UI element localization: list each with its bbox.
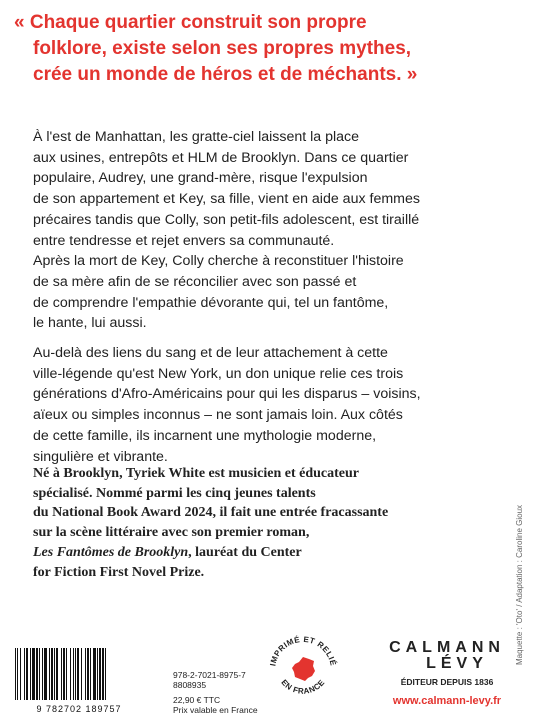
barcode-bar — [102, 648, 104, 700]
paragraph-gap — [33, 334, 513, 343]
quote-line: crée un monde de héros et de méchants. » — [33, 64, 418, 85]
france-map-icon — [292, 657, 315, 681]
barcode-bar — [85, 648, 86, 700]
text-line: aïeux ou simples inconnus – ne sont jamais loin. Aux côtés — [33, 407, 403, 424]
barcode-bar — [20, 648, 21, 700]
synopsis-paragraph-2 — [33, 343, 513, 467]
quote-line: « Chaque quartier construit son propre — [14, 12, 367, 33]
text-line: de son appartement et Key, sa fille, vient en aide aux femmes — [33, 191, 420, 208]
barcode-bar — [90, 648, 91, 700]
barcode-bar — [36, 648, 38, 700]
text-line: populaire, Audrey, une grand-mère, risque l'expulsion — [33, 170, 368, 187]
barcode-bar — [39, 648, 40, 700]
synopsis — [33, 127, 513, 467]
text-line: Au-delà des liens du sang et de leur attachement à cette — [33, 345, 388, 362]
seal-top-text: IMPRIMÉ ET RELIÉ — [268, 634, 338, 667]
product-code: 8808935 — [173, 680, 207, 690]
barcode-bars — [5, 646, 153, 704]
barcode-bar — [32, 648, 35, 700]
price-note: Prix valable en France — [173, 705, 258, 715]
barcode-bar — [49, 648, 50, 700]
barcode-bar — [97, 648, 98, 700]
barcode-bar — [51, 648, 53, 700]
barcode-bar — [70, 648, 71, 700]
svg-text:EN FRANCE — [279, 678, 326, 696]
barcode-bar — [99, 648, 101, 700]
barcode-bar — [54, 648, 55, 700]
text-line: générations d'Afro-Américains pour qui les disparus – voisins, — [33, 386, 421, 403]
barcode-bar — [66, 648, 67, 700]
text-line: aux usines, entrepôts et HLM de Brooklyn. Dans ce quartier — [33, 149, 409, 166]
seal-bottom-text: EN FRANCE — [279, 677, 327, 696]
bio-line: spécialisé. Nommé parmi les cinq jeunes talents — [33, 485, 316, 501]
author-bio — [33, 464, 503, 582]
text-line: Après la mort de Key, Colly cherche à reconstituer l'histoire — [33, 253, 404, 270]
barcode-bar — [93, 648, 96, 700]
barcode-bar — [56, 648, 58, 700]
bio-line: du National Book Award 2024, il fait une entrée fracassante — [33, 505, 389, 521]
price-block — [173, 695, 258, 715]
text-line: singulière et vibrante. — [33, 448, 168, 465]
text-line: de comprendre l'empathie dévorante qui, tel un fantôme, — [33, 294, 389, 311]
text-line: précaires tandis que Colly, son petit-fils adolescent, est tiraillé — [33, 211, 420, 228]
pull-quote — [14, 10, 484, 88]
synopsis-paragraph-1 — [33, 127, 513, 334]
barcode-bar — [61, 648, 62, 700]
made-in-france-seal — [265, 630, 341, 706]
barcode-bar — [81, 648, 82, 700]
barcode-bar — [63, 648, 65, 700]
text-line: entre tendresse et rejet envers sa communauté. — [33, 232, 335, 249]
text-line: le hante, lui aussi. — [33, 315, 147, 332]
barcode-bar — [17, 648, 18, 700]
bio-line — [33, 543, 503, 563]
isbn-block — [173, 670, 246, 690]
barcode-bar — [24, 648, 25, 700]
barcode-bar — [26, 648, 28, 700]
barcode-bar — [87, 648, 89, 700]
design-credit: Maquette : 'Oto' / Adaptation : Caroline Gioux — [515, 504, 524, 665]
barcode-bar — [75, 648, 76, 700]
publisher-logo: CALMANN LÉVY — [389, 639, 505, 672]
text-line: de sa mère afin de se réconcilier avec son passé et — [33, 273, 357, 290]
bio-line: for Fiction First Novel Prize. — [33, 564, 205, 580]
isbn: 978-2-7021-8975-7 — [173, 670, 246, 680]
barcode-bar — [73, 648, 74, 700]
publisher-website-link[interactable]: www.calmann-levy.fr — [392, 695, 502, 707]
barcode-bar — [105, 648, 106, 700]
text-line: de cette famille, ils incarnent une mythologie moderne, — [33, 427, 377, 444]
barcode-bar — [30, 648, 31, 700]
text-line: À l'est de Manhattan, les gratte-ciel laissent la place — [33, 129, 360, 145]
text-line: ville-légende qu'est New York, un don unique relie ces trois — [33, 365, 404, 382]
bio-line: Né à Brooklyn, Tyriek White est musicien et éducateur — [33, 466, 359, 481]
barcode-bar — [77, 648, 79, 700]
bio-line-rest: , lauréat du Center — [188, 544, 302, 560]
barcode-bar — [44, 648, 47, 700]
bio-line: sur la scène littéraire avec son premier roman, — [33, 525, 310, 541]
barcode-bar — [15, 648, 16, 700]
publisher-block — [377, 640, 517, 707]
quote-line: folklore, existe selon ses propres mythes, — [33, 38, 412, 59]
price: 22,90 € TTC — [173, 695, 221, 705]
barcode — [5, 646, 153, 716]
publisher-since: ÉDITEUR DEPUIS 1836 — [400, 677, 494, 687]
book-title: Les Fantômes de Brooklyn — [33, 544, 189, 560]
barcode-number: 9 782702 189757 — [36, 704, 122, 714]
barcode-bar — [42, 648, 43, 700]
